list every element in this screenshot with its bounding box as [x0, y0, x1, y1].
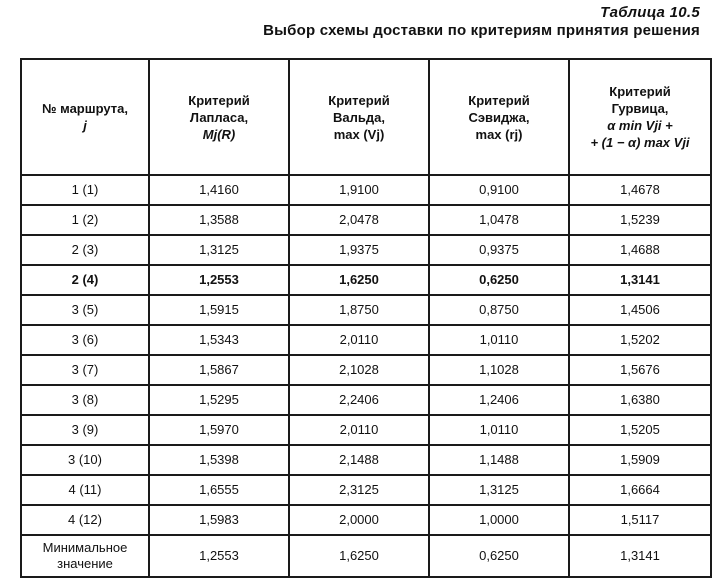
header-line: Вальда, — [333, 109, 385, 125]
cell-laplace: 1,5343 — [149, 325, 289, 355]
header-line: Критерий — [609, 84, 671, 99]
cell-hurwicz: 1,5909 — [569, 445, 711, 475]
table-row — [21, 205, 711, 235]
header-line: j — [83, 118, 87, 133]
cell-wald: 2,0110 — [289, 325, 429, 355]
cell-hurwicz: 1,5117 — [569, 505, 711, 535]
cell-laplace: 1,5915 — [149, 295, 289, 325]
cell-hurwicz: 1,3141 — [569, 265, 711, 295]
cell-laplace: 1,3125 — [149, 235, 289, 265]
cell-route: 3 (9) — [21, 415, 149, 445]
cell-savage: 0,6250 — [429, 265, 569, 295]
cell-savage: 1,0110 — [429, 325, 569, 355]
table-row — [21, 325, 711, 355]
cell-route: 4 (12) — [21, 505, 149, 535]
header-line: Сэвиджа, — [468, 109, 530, 125]
cell-route: 2 (4) — [21, 265, 149, 295]
summary-savage: 0,6250 — [429, 535, 569, 577]
cell-laplace: 1,5983 — [149, 505, 289, 535]
table-row — [21, 505, 711, 535]
cell-laplace: 1,5398 — [149, 445, 289, 475]
header-wald — [289, 59, 429, 175]
table-row — [21, 175, 711, 205]
cell-savage: 1,0110 — [429, 415, 569, 445]
cell-wald: 2,0478 — [289, 205, 429, 235]
cell-route: 1 (2) — [21, 205, 149, 235]
cell-savage: 1,1488 — [429, 445, 569, 475]
cell-route: 4 (11) — [21, 475, 149, 505]
header-line: Лапласа, — [189, 109, 249, 125]
cell-route: 3 (8) — [21, 385, 149, 415]
table-row — [21, 265, 711, 295]
table-row — [21, 355, 711, 385]
cell-wald: 1,8750 — [289, 295, 429, 325]
cell-hurwicz: 1,6380 — [569, 385, 711, 415]
summary-row — [21, 535, 711, 577]
header-line: Гурвица, — [611, 101, 669, 116]
header-hurwicz — [569, 59, 711, 175]
header-route — [21, 59, 149, 175]
summary-label-line: значение — [57, 556, 113, 571]
cell-hurwicz: 1,5202 — [569, 325, 711, 355]
table-row — [21, 385, 711, 415]
cell-laplace: 1,5295 — [149, 385, 289, 415]
cell-savage: 0,9100 — [429, 175, 569, 205]
cell-wald: 2,0110 — [289, 415, 429, 445]
cell-route: 2 (3) — [21, 235, 149, 265]
cell-hurwicz: 1,5676 — [569, 355, 711, 385]
cell-hurwicz: 1,5205 — [569, 415, 711, 445]
summary-wald: 1,6250 — [289, 535, 429, 577]
cell-wald: 2,2406 — [289, 385, 429, 415]
header-line: Критерий — [188, 92, 250, 108]
cell-hurwicz: 1,4678 — [569, 175, 711, 205]
header-line: α min Vji + — [607, 118, 673, 133]
cell-hurwicz: 1,4506 — [569, 295, 711, 325]
cell-laplace: 1,3588 — [149, 205, 289, 235]
cell-wald: 2,1488 — [289, 445, 429, 475]
cell-savage: 0,9375 — [429, 235, 569, 265]
cell-laplace: 1,5867 — [149, 355, 289, 385]
table-header-row — [21, 59, 711, 175]
cell-wald: 2,3125 — [289, 475, 429, 505]
table-row — [21, 445, 711, 475]
cell-savage: 1,1028 — [429, 355, 569, 385]
cell-route: 3 (6) — [21, 325, 149, 355]
cell-savage: 1,2406 — [429, 385, 569, 415]
header-line: Mj(R) — [202, 126, 236, 142]
cell-wald: 2,0000 — [289, 505, 429, 535]
cell-hurwicz: 1,4688 — [569, 235, 711, 265]
header-line: Критерий — [468, 92, 530, 108]
table-number: Таблица 10.5 — [600, 4, 700, 21]
cell-wald: 1,6250 — [289, 265, 429, 295]
decision-table — [20, 58, 712, 578]
table-row — [21, 235, 711, 265]
table-caption: Выбор схемы доставки по критериям принятия решения — [263, 22, 700, 39]
cell-savage: 0,8750 — [429, 295, 569, 325]
cell-hurwicz: 1,5239 — [569, 205, 711, 235]
cell-wald: 2,1028 — [289, 355, 429, 385]
cell-savage: 1,0478 — [429, 205, 569, 235]
cell-hurwicz: 1,6664 — [569, 475, 711, 505]
table-row — [21, 415, 711, 445]
cell-laplace: 1,6555 — [149, 475, 289, 505]
table-row — [21, 295, 711, 325]
summary-hurwicz: 1,3141 — [569, 535, 711, 577]
cell-route: 3 (7) — [21, 355, 149, 385]
cell-route: 3 (10) — [21, 445, 149, 475]
cell-laplace: 1,4160 — [149, 175, 289, 205]
header-line: max (Vj) — [333, 126, 385, 142]
cell-wald: 1,9375 — [289, 235, 429, 265]
header-line: max (rj) — [475, 126, 523, 142]
cell-savage: 1,3125 — [429, 475, 569, 505]
summary-label — [21, 535, 149, 577]
header-laplace — [149, 59, 289, 175]
header-savage — [429, 59, 569, 175]
cell-savage: 1,0000 — [429, 505, 569, 535]
summary-laplace: 1,2553 — [149, 535, 289, 577]
table-body — [21, 175, 711, 577]
cell-route: 1 (1) — [21, 175, 149, 205]
cell-route: 3 (5) — [21, 295, 149, 325]
header-line: № маршрута, — [42, 101, 128, 116]
table-row — [21, 475, 711, 505]
header-line: + (1 − α) max Vji — [590, 135, 690, 150]
cell-wald: 1,9100 — [289, 175, 429, 205]
header-line: Критерий — [328, 92, 390, 108]
cell-laplace: 1,2553 — [149, 265, 289, 295]
cell-laplace: 1,5970 — [149, 415, 289, 445]
summary-label-line: Минимальное — [42, 540, 128, 555]
